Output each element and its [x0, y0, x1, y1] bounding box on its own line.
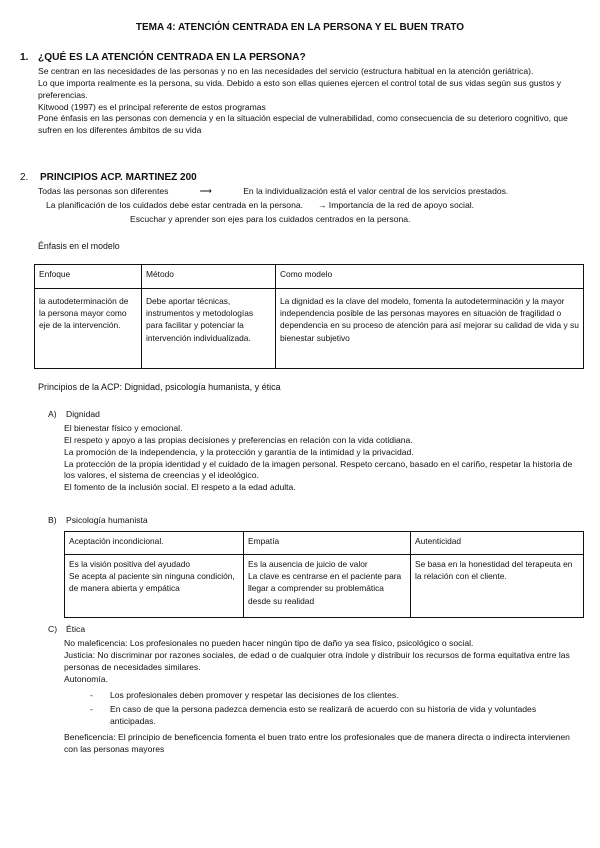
principle-line-1a: Todas las personas son diferentes: [38, 186, 169, 196]
page-title: TEMA 4: ATENCIÓN CENTRADA EN LA PERSONA Y EL BUEN TRATO: [135, 22, 465, 33]
principle-line-3: Escuchar y aprender son ejes para los cuidados centrados en la persona.: [130, 214, 411, 224]
dignidad-line: La promoción de la independencia, y la protección y garantía de la intimidad y la privacidad.: [64, 446, 414, 457]
etica-body: [64, 638, 584, 685]
no-maleficencia: No maleficencia: Los profesionales no pueden hacer ningún tipo de daño ya sea físico, psicológico o social.: [64, 638, 474, 648]
table-cell: Debe aportar técnicas, instrumentos y metodologías para facilitar y potenciar la intervención individualizada.: [142, 289, 276, 369]
section-1-line: Lo que importa realmente es la persona, su vida. Debido a esto son ellas quienes ejercen el control total de sus vidas según sus gustos y preferencias.: [38, 77, 562, 100]
list-item: Los profesionales deben promover y respetar las decisiones de los clientes.: [110, 690, 399, 700]
section-1-number: 1.: [20, 52, 29, 63]
dignidad-line: La protección de la propia identidad y el cuidado de la imagen personal. Respeto cercano, basado en el cariño, respetar la historia de los valores, el sistema de creencias y el ideológico.: [64, 458, 573, 481]
section-1-line: Kitwood (1997) es el principal referente de estos programas: [38, 101, 266, 112]
dignidad-line: El respeto y apoyo a las propias decisiones y preferencias en relación con la vida cotidiana.: [64, 434, 413, 445]
table-header: Empatía: [244, 532, 411, 555]
autonomia: Autonomía.: [64, 673, 108, 684]
section-1-heading: [20, 51, 306, 65]
principle-line-2a: La planificación de los cuidados debe estar centrada en la persona.: [46, 200, 304, 210]
section-2-title: PRINCIPIOS ACP. MARTINEZ 200: [40, 172, 197, 183]
table-header: Método: [142, 265, 276, 289]
principles-intro: Principios de la ACP: Dignidad, psicología humanista, y ética: [38, 382, 281, 392]
dignidad-heading: [48, 409, 100, 421]
table-cell: Es la visión positiva del ayudado Se acepta al paciente sin ninguna condición, de manera abierta y empática: [65, 555, 244, 618]
bullet-dash: -: [90, 704, 93, 714]
table-header: Como modelo: [276, 265, 584, 289]
list-item: En caso de que la persona padezca demencia esto se realizará de acuerdo con su historia de vida y voluntades anticipadas.: [110, 704, 537, 726]
dignidad-body: [64, 423, 584, 494]
beneficencia: Beneficencia: El principio de beneficencia fomenta el buen trato entre los profesionales que de manera directa o indirecta intervienen con las personas mayores: [64, 732, 570, 754]
bullet-dash: -: [90, 690, 93, 700]
table-cell: Es la ausencia de juicio de valor La clave es centrarse en el paciente para llegar a comprender su problemática desde su realidad: [244, 555, 411, 618]
table-header: Enfoque: [35, 265, 142, 289]
dignidad-line: El fomento de la inclusión social. El respeto a la edad adulta.: [64, 482, 296, 493]
etica-title: Ética: [66, 624, 86, 634]
etica-heading: [48, 624, 85, 636]
table-header-row: [65, 532, 584, 555]
principle-line-2: [46, 200, 474, 212]
dignidad-title: Dignidad: [66, 409, 100, 419]
table-header-row: [35, 265, 584, 289]
humanist-table: [64, 531, 584, 618]
dignidad-label: A): [48, 409, 57, 419]
psicologia-heading: [48, 515, 148, 527]
table-cell: Se basa en la honestidad del terapeuta en la relación con el cliente.: [411, 555, 584, 618]
table-row: [35, 289, 584, 369]
model-table: [34, 264, 584, 369]
principle-line-1b: En la individualización está el valor central de los servicios prestados.: [243, 186, 509, 196]
arrow-icon: ⟶: [199, 186, 212, 196]
principle-line-2b: → Importancia de la red de apoyo social.: [317, 200, 475, 210]
section-2-number: 2.: [20, 172, 29, 183]
table-header: Aceptación incondicional.: [65, 532, 244, 555]
section-1-title: ¿QUÉ ES LA ATENCIÓN CENTRADA EN LA PERSONA?: [38, 52, 306, 63]
table-header: Autenticidad: [411, 532, 584, 555]
table-row: [65, 555, 584, 618]
table-cell: la autodeterminación de la persona mayor como eje de la intervención.: [35, 289, 142, 369]
justicia: Justicia: No discriminar por razones sociales, de edad o de cualquier otra índole y distribuir los recursos de forma equitativa entre las personas de necesidades similares.: [64, 649, 570, 672]
section-1-body: [38, 66, 574, 137]
emphasis-label: Énfasis en el modelo: [38, 241, 120, 251]
psicologia-title: Psicología humanista: [66, 515, 148, 525]
psicologia-label: B): [48, 515, 57, 525]
section-1-line: Se centran en las necesidades de las personas y no en las necesidades del servicio (estructura habitual en la atención geriátrica).: [38, 66, 534, 76]
etica-label: C): [48, 624, 58, 634]
principle-line-1: [38, 186, 508, 198]
section-1-line: Pone énfasis en las personas con demencia y en la situación especial de vulnerabilidad, como consecuencia de su deterioro cognitivo, que sufren en los diferentes ámbitos de su vida: [38, 113, 568, 136]
table-cell: La dignidad es la clave del modelo, fomenta la autodeterminación y la mayor independencia posible de las personas mayores en situación de fragilidad o dependencia en su proceso de atención para así mejorar su calidad de vida y su bienestar subjetivo: [276, 289, 584, 369]
section-2-heading: [20, 171, 197, 185]
dignidad-line: El bienestar físico y emocional.: [64, 423, 183, 433]
